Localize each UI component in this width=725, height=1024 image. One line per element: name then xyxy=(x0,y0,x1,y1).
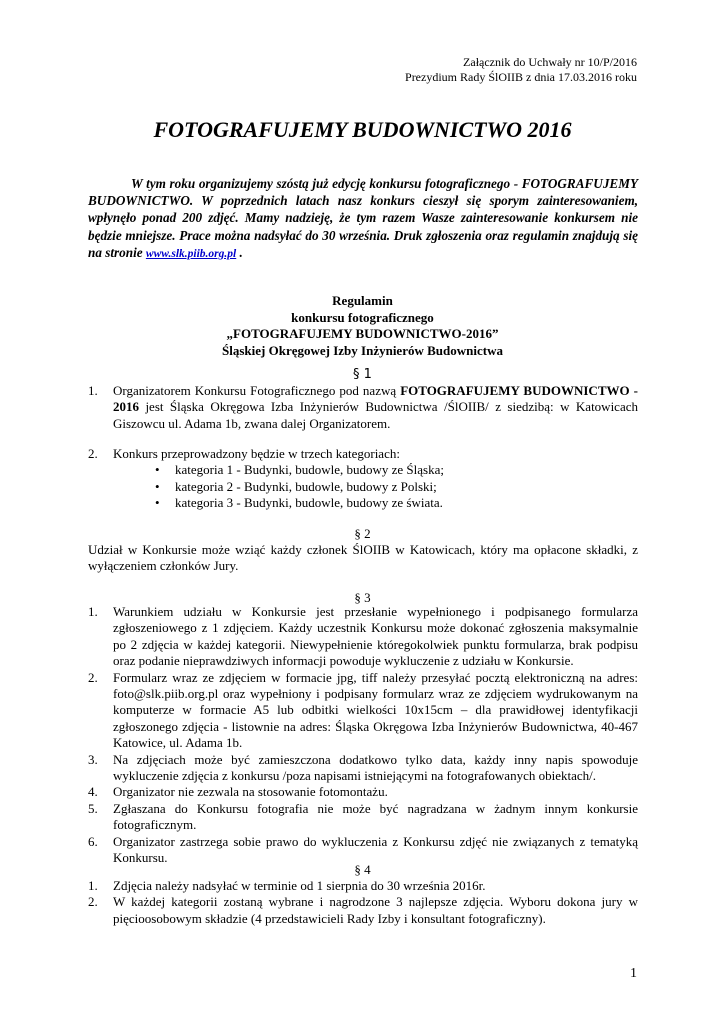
item-text: Na zdjęciach może być zamieszczona dodatkowo tylko data, każdy inny napis spowoduje wykluczenie zdjęcia z konkursu /poza napisami istniejącymi na fotografowanych obiektach/. xyxy=(113,751,638,784)
item-number: 3. xyxy=(88,751,98,767)
item-text: Warunkiem udziału w Konkursie jest przesłanie wypełnionego i podpisanego formularza zgłoszeniowego z 1 zdjęciem. Każdy uczestnik Konkursu może dokonać zgłoszenia maksymalnie po 2 zdjęcia w każdej kategorii. Niewypełnienie któregokolwiek punktu formularza, brak podpisu oraz podanie nieprawdziwych informacji powoduje wykluczenie z udziału w Konkursie. xyxy=(113,604,638,669)
section-1-body xyxy=(88,383,638,432)
section-3-item-1 xyxy=(88,604,638,670)
section-4-heading: § 4 xyxy=(354,862,371,877)
regulations-line-2: konkursu fotograficznego xyxy=(291,309,434,325)
section-4-item-1 xyxy=(88,878,638,894)
section-1-item-2-block xyxy=(88,446,638,512)
regulations-line-1: Regulamin xyxy=(332,293,393,308)
page-number: 1 xyxy=(630,966,637,981)
bullet-icon: • xyxy=(155,462,160,478)
section-2-heading: § 2 xyxy=(354,526,371,541)
category-list-item xyxy=(88,462,638,478)
attachment-line-2: Prezydium Rady ŚlOIIB z dnia 17.03.2016 roku xyxy=(405,70,637,84)
section-3-item-5 xyxy=(88,801,638,834)
item-number: 1. xyxy=(88,878,98,893)
intro-text: W tym roku organizujemy szóstą już edycję konkursu fotograficznego - FOTOGRAFUJEMY BUDOWNICTWO. W poprzednich latach nasz konkurs cieszył się sporym zainteresowaniem, wpłynęło ponad 200 zdjęć. Mamy nadzieję, że tym razem Wasze zainteresowanie konkursem nie będzie mniejsze. Prace można nadsyłać do 30 września. Druk zgłoszenia oraz regulamin znajdują się na stronie xyxy=(88,176,638,260)
intro-paragraph xyxy=(88,175,638,263)
bullet-icon: • xyxy=(155,478,160,494)
item-number: 2. xyxy=(88,669,98,685)
item-text: W każdej kategorii zostaną wybrane i nagrodzone 3 najlepsze zdjęcia. Wyboru dokona jury w pięcioosobowym składzie (4 przedstawicieli Rady Izby i konsultant fotograficzny). xyxy=(113,894,638,926)
section-3-item-4 xyxy=(88,784,638,800)
item-number: 6. xyxy=(88,833,98,849)
item-number: 2. xyxy=(88,446,98,461)
regulations-line-4: Śląskiej Okręgowej Izby Inżynierów Budownictwa xyxy=(222,342,503,358)
category-text: kategoria 1 - Budynki, budowle, budowy ze Śląska; xyxy=(175,462,444,478)
bullet-icon: • xyxy=(155,495,160,511)
item-number: 4. xyxy=(88,784,98,800)
item-text-post: jest Śląska Okręgowa Izba Inżynierów Budownictwa /ŚlOIIB/ z siedzibą: w Katowicach Giszowcu ul. Adama 1b, zwana dalej Organizatorem. xyxy=(113,399,638,431)
item-text-pre: Organizatorem Konkursu Fotograficznego pod nazwą xyxy=(113,383,401,398)
website-link[interactable]: www.slk.piib.org.pl xyxy=(145,247,237,260)
category-text: kategoria 2 - Budynki, budowle, budowy z Polski; xyxy=(175,478,437,494)
section-3-body xyxy=(88,604,638,867)
attachment-note xyxy=(405,55,637,85)
attachment-line-1: Załącznik do Uchwały nr 10/P/2016 xyxy=(463,55,637,69)
category-list-item xyxy=(88,495,638,511)
item-text: Organizator nie zezwala na stosowanie fotomontażu. xyxy=(113,784,388,800)
section-4-body xyxy=(88,878,638,927)
document-title: FOTOGRAFUJEMY BUDOWNICTWO 2016 xyxy=(153,117,572,142)
section-3-item-2 xyxy=(88,670,638,752)
item-text: Formularz wraz ze zdjęciem w formacie jpg, tiff należy przesyłać pocztą elektroniczną na adres: foto@slk.piib.org.pl oraz wypełniony i podpisany formularz wraz ze zdjęciem wydrukowanym na komputerze w formacie A5 lub odbitki wielkości 10x15cm – dla prawidłowej identyfikacji zgłoszonego zdjęcia - listownie na adres: Śląska Okręgowa Izba Inżynierów Budownictwa, 40-467 Katowice, ul. Adama 1b. xyxy=(113,669,638,751)
section-1-item-1 xyxy=(88,383,638,432)
category-list-item xyxy=(88,479,638,495)
section-3-heading: § 3 xyxy=(354,590,371,605)
regulations-line-3: „FOTOGRAFUJEMY BUDOWNICTWO-2016” xyxy=(226,326,499,341)
section-2-body: Udział w Konkursie może wziąć każdy członek ŚlOIIB w Katowicach, który ma opłacone składki, z wyłączeniem członków Jury. xyxy=(88,542,638,574)
regulations-heading xyxy=(0,293,725,359)
item-number: 5. xyxy=(88,800,98,816)
item-text: Zdjęcia należy nadsyłać w terminie od 1 sierpnia do 30 września 2016r. xyxy=(113,878,486,893)
item-number: 2. xyxy=(88,894,98,910)
section-4-item-2 xyxy=(88,894,638,927)
item-text-bold: FOTOGRAFUJEMY BUDOWNICTWO - 2016 xyxy=(113,383,638,415)
item-number: 1. xyxy=(88,383,98,398)
section-1-heading: § 1 xyxy=(353,367,372,382)
section-3-item-3 xyxy=(88,752,638,785)
item-text: Konkurs przeprowadzony będzie w trzech kategoriach: xyxy=(113,446,400,461)
item-text: Zgłaszana do Konkursu fotografia nie może być nagradzana w żadnym innym konkursie fotograficznym. xyxy=(113,800,638,833)
category-text: kategoria 3 - Budynki, budowle, budowy ze świata. xyxy=(175,495,443,511)
item-text: Organizator zastrzega sobie prawo do wykluczenia z Konkursu zdjęć nie związanych z tematyką Konkursu. xyxy=(113,833,638,866)
item-number: 1. xyxy=(88,604,98,619)
section-1-item-2 xyxy=(88,446,638,462)
intro-after-link: . xyxy=(236,244,243,260)
